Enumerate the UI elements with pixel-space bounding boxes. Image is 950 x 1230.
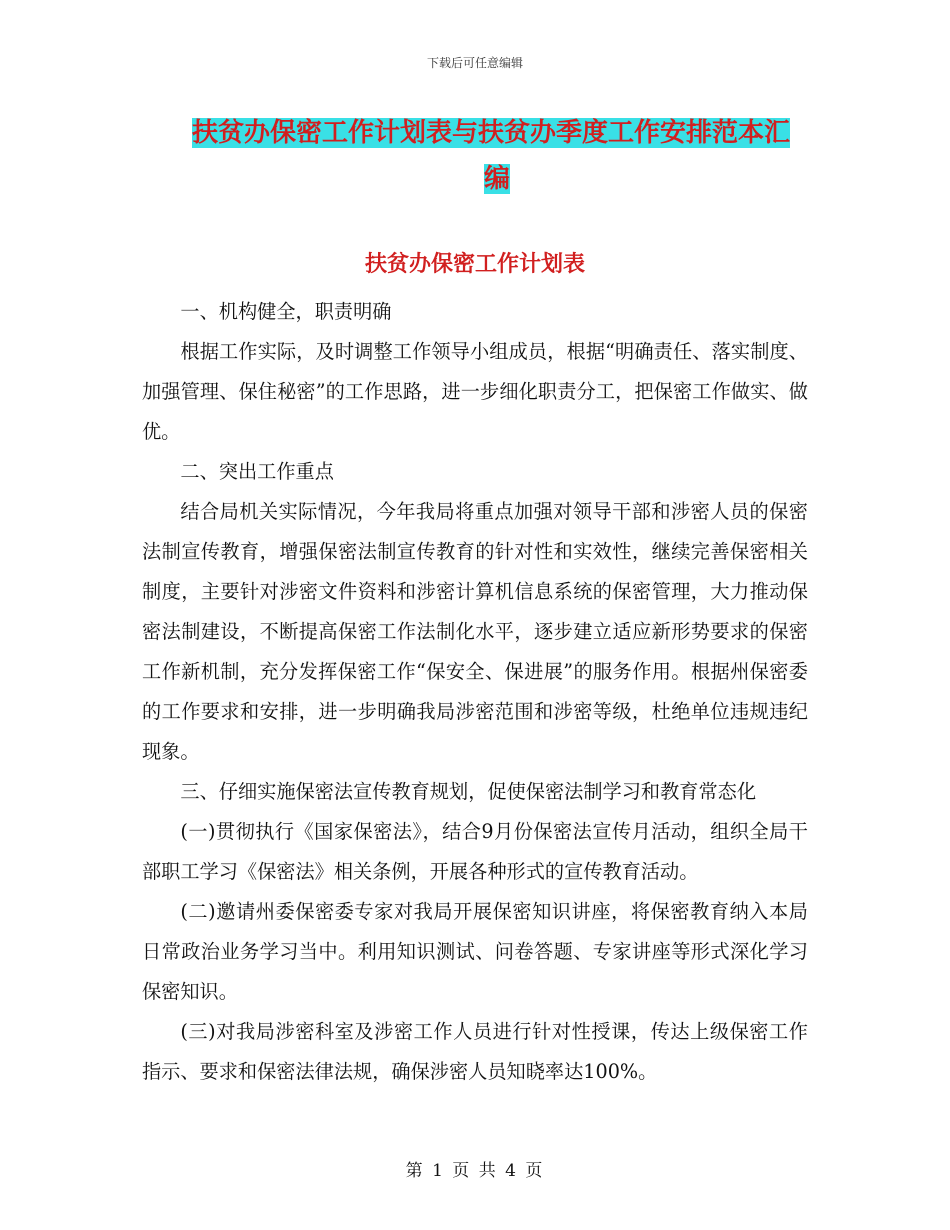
paragraph-6: (一)贯彻执行《国家保密法》，结合9月份保密法宣传月活动，组织全局干部职工学习《保密法》相关条例，开展各种形式的宣传教育活动。 — [142, 820, 808, 883]
page-number: 第 1 页 共 4 页 — [405, 1161, 545, 1181]
title-line-1: 扶贫办保密工作计划表与扶贫办季度工作安排范本汇 — [192, 118, 791, 148]
header-note: 下载后可任意编辑 — [426, 56, 523, 70]
paragraph-5: 三、仔细实施保密法宣传教育规划，促使保密法制学习和教育常态化 — [180, 780, 757, 803]
paragraph-7: (二)邀请州委保密委专家对我局开展保密知识讲座，将保密教育纳入本局日常政治业务学习当中。利用知识测试、问卷答题、专家讲座等形式深化学习保密知识。 — [142, 900, 808, 1003]
title-line-2: 编 — [483, 164, 510, 194]
paragraph-4: 结合局机关实际情况，今年我局将重点加强对领导干部和涉密人员的保密法制宣传教育，增强保密法制宣传教育的针对性和实效性，继续完善保密相关制度，主要针对涉密文件资料和涉密计算机信息系统的保密管理，大力推动保密法制建设，不断提高保密工作法制化水平，逐步建立适应新形势要求的保密工作新机制，充分发挥保密工作“保安全、保进展”的服务作用。根据州保密委的工作要求和安排，进一步明确我局涉密范围和涉密等级，杜绝单位违规违纪现象。 — [142, 500, 808, 763]
paragraph-2: 根据工作实际，及时调整工作领导小组成员，根据“明确责任、落实制度、加强管理、保住秘密”的工作思路，进一步细化职责分工，把保密工作做实、做优。 — [142, 340, 808, 443]
paragraph-1: 一、机构健全，职责明确 — [180, 300, 392, 323]
paragraph-3: 二、突出工作重点 — [180, 460, 334, 483]
document-body — [142, 292, 808, 1092]
document-title — [192, 110, 812, 202]
section-title: 扶贫办保密工作计划表 — [364, 252, 585, 277]
paragraph-8: (三)对我局涉密科室及涉密工作人员进行针对性授课，传达上级保密工作指示、要求和保密法律法规，确保涉密人员知晓率达100%。 — [142, 1020, 808, 1083]
